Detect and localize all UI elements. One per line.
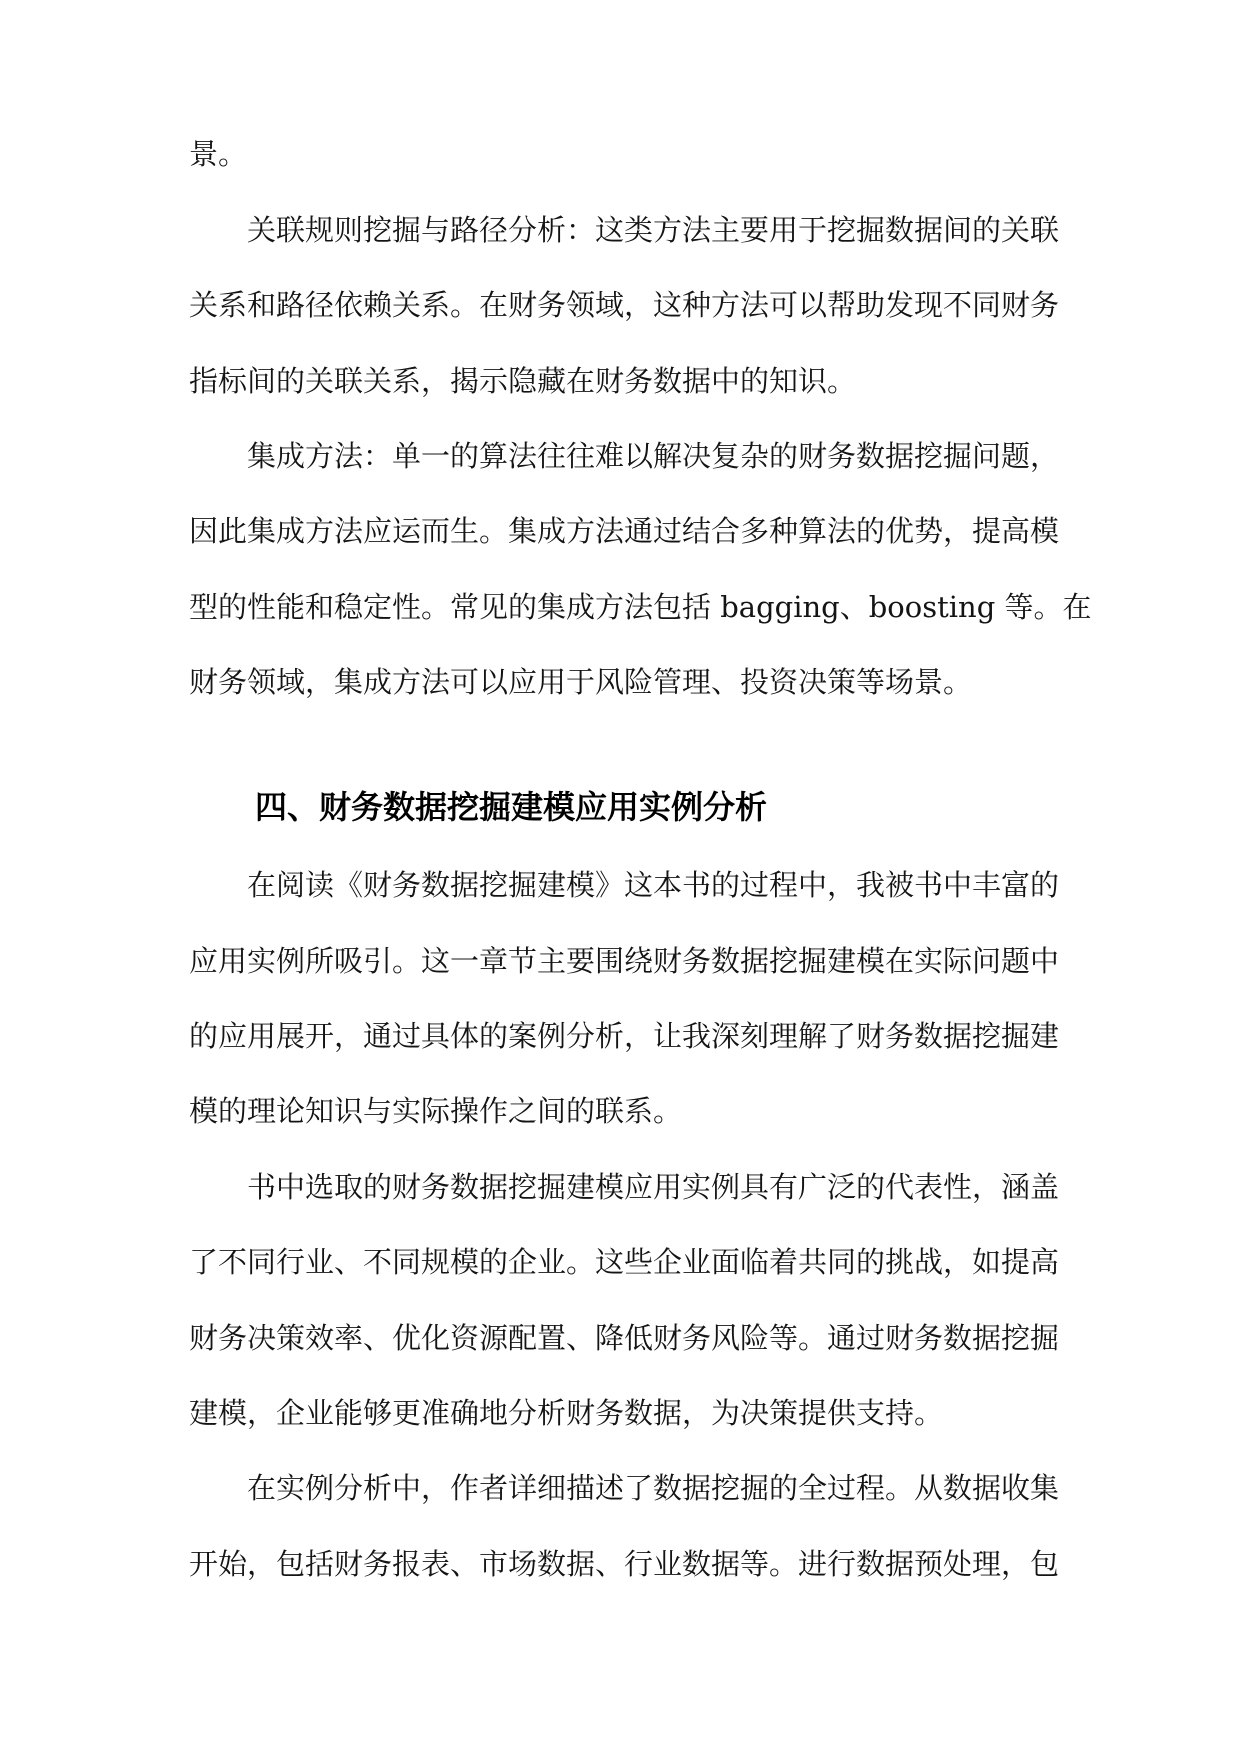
paragraph-association-line-2: 关系和路径依赖关系。在财务领域，这种方法可以帮助发现不同财务 [189, 288, 1060, 322]
section-heading: 四、财务数据挖掘建模应用实例分析 [255, 788, 768, 826]
paragraph-reading-line-3: 的应用展开，通过具体的案例分析，让我深刻理解了财务数据挖掘建 [189, 1019, 1060, 1053]
paragraph-ensemble-line-3: 型的性能和稳定性。常见的集成方法包括 bagging、boosting 等。在 [189, 590, 1092, 624]
paragraph-process-line-2: 开始，包括财务报表、市场数据、行业数据等。进行数据预处理，包 [189, 1547, 1060, 1581]
paragraph-ensemble-line-1: 集成方法：单一的算法往往难以解决复杂的财务数据挖掘问题， [247, 439, 1060, 473]
text-line: 景。 [189, 137, 248, 171]
paragraph-reading-line-1: 在阅读《财务数据挖掘建模》这本书的过程中，我被书中丰富的 [247, 868, 1060, 902]
paragraph-ensemble-line-2: 因此集成方法应运而生。集成方法通过结合多种算法的优势，提高模 [189, 514, 1060, 548]
paragraph-examples-line-3: 财务决策效率、优化资源配置、降低财务风险等。通过财务数据挖掘 [189, 1321, 1060, 1355]
paragraph-examples-line-4: 建模，企业能够更准确地分析财务数据，为决策提供支持。 [189, 1396, 944, 1430]
paragraph-reading-line-2: 应用实例所吸引。这一章节主要围绕财务数据挖掘建模在实际问题中 [189, 944, 1060, 978]
paragraph-association-line-3: 指标间的关联关系，揭示隐藏在财务数据中的知识。 [189, 364, 857, 398]
paragraph-examples-line-2: 了不同行业、不同规模的企业。这些企业面临着共同的挑战，如提高 [189, 1245, 1060, 1279]
paragraph-association-line-1: 关联规则挖掘与路径分析：这类方法主要用于挖掘数据间的关联 [247, 213, 1060, 247]
paragraph-ensemble-line-4: 财务领域，集成方法可以应用于风险管理、投资决策等场景。 [189, 665, 973, 699]
paragraph-process-line-1: 在实例分析中，作者详细描述了数据挖掘的全过程。从数据收集 [247, 1471, 1060, 1505]
paragraph-reading-line-4: 模的理论知识与实际操作之间的联系。 [189, 1094, 683, 1128]
paragraph-examples-line-1: 书中选取的财务数据挖掘建模应用实例具有广泛的代表性，涵盖 [247, 1170, 1060, 1204]
